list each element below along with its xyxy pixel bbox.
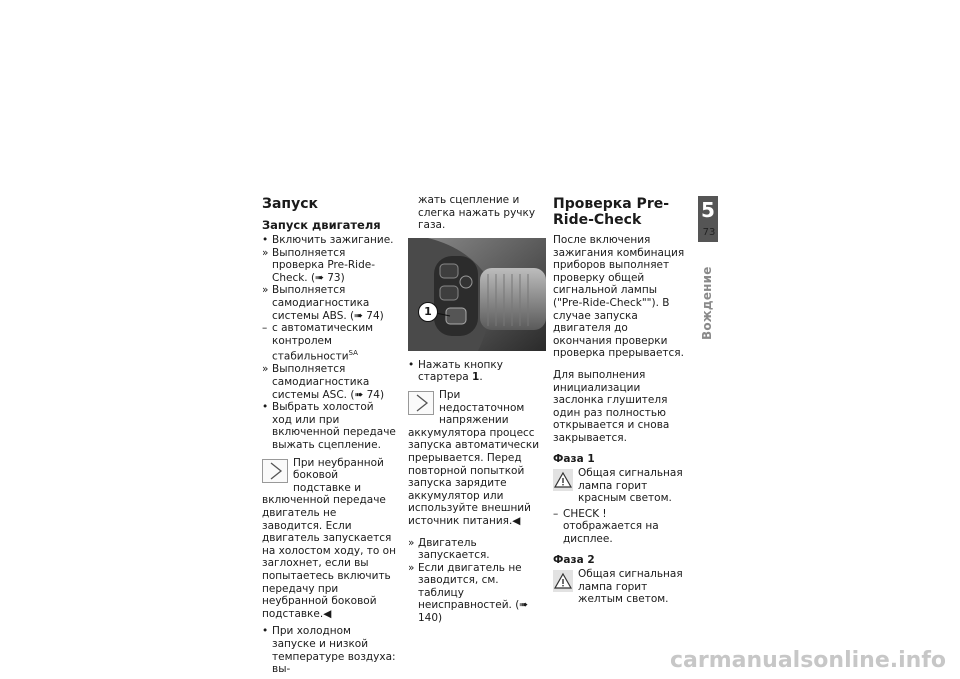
phase-title: Фаза 2 [553,553,595,566]
column-3 [553,196,686,606]
phase-block: Общая сигнальная лампа горит красным светом. [553,467,686,505]
list-item: • Нажать кнопку стартера 1. [408,358,503,384]
section-title: Проверка Pre-Ride-Check [553,196,670,228]
note-block [408,389,546,528]
note-block [262,457,396,621]
handlebar-switch-photo [408,238,546,351]
note-text: При неубранной боковой подставке и включенной передаче двигатель не заводится. Если двигатель запускается на холостом ходу, то он заглохнет, если вы попытаетесь включить передачу при неубранной боковой подставке.◀ [262,456,396,620]
list-item: » Выполняется самодиагностика системы ABS. (➠ 74) [262,284,384,322]
paragraph: После включения зажигания комбинация приборов выполняет проверку общей сигнальной лампы ("Pre-Ride-Check""). В случае запуска двигателя до окончания проверки проверка прерывается. [553,234,685,360]
list-item: • Включить зажигание. [262,234,394,246]
warning-lamp-icon [553,570,573,592]
continued-text: жать сцепление и слегка нажать ручку газа. [418,194,536,232]
note-icon [408,391,434,415]
section-title: Запуск [262,196,318,212]
list-item: – CHECK ! отображается на дисплее. [553,507,659,546]
list-item: • При холодном запуске и низкой температуре воздуха: вы- [262,625,396,676]
page-number: 73 [702,227,716,238]
note-icon [262,459,288,483]
column-1 [262,196,396,676]
chapter-title: Вождение [700,266,714,340]
list-item: – с автоматическим контролем стабильности$^{SA}$ [262,322,374,363]
list-item: » Двигатель запускается. [408,536,490,562]
phase-title: Фаза 1 [553,452,595,465]
list-item: » Выполняется самодиагностика системы ASC. (➠ 74) [262,363,385,401]
list-item: » Выполняется проверка Pre-Ride-Check. (➠ 73) [262,246,375,284]
list-item: » Если двигатель не заводится, см. таблицу неисправностей. (➠ 140) [408,561,529,625]
subsection-title: Запуск двигателя [262,218,381,232]
phase-block: Общая сигнальная лампа горит желтым светом. [553,568,686,606]
watermark: carmanualsonline.info [670,648,946,673]
note-text: При недостаточном напряжении аккумулятора процесс запуска автоматически прерывается. Перед повторной попыткой запуска зарядите аккумулятор или используйте внешний источник питания.◀ [408,388,540,527]
chapter-number: 5 [701,198,715,222]
warning-lamp-icon [553,469,573,491]
paragraph: Для выполнения инициализации заслонка глушителя один раз полностью открывается и снова закрывается. [553,368,670,444]
column-2 [408,194,546,625]
list-item: • Выбрать холостой ход или при включенной передаче выжать сцепление. [262,401,396,451]
callout-1: 1 [418,302,438,322]
